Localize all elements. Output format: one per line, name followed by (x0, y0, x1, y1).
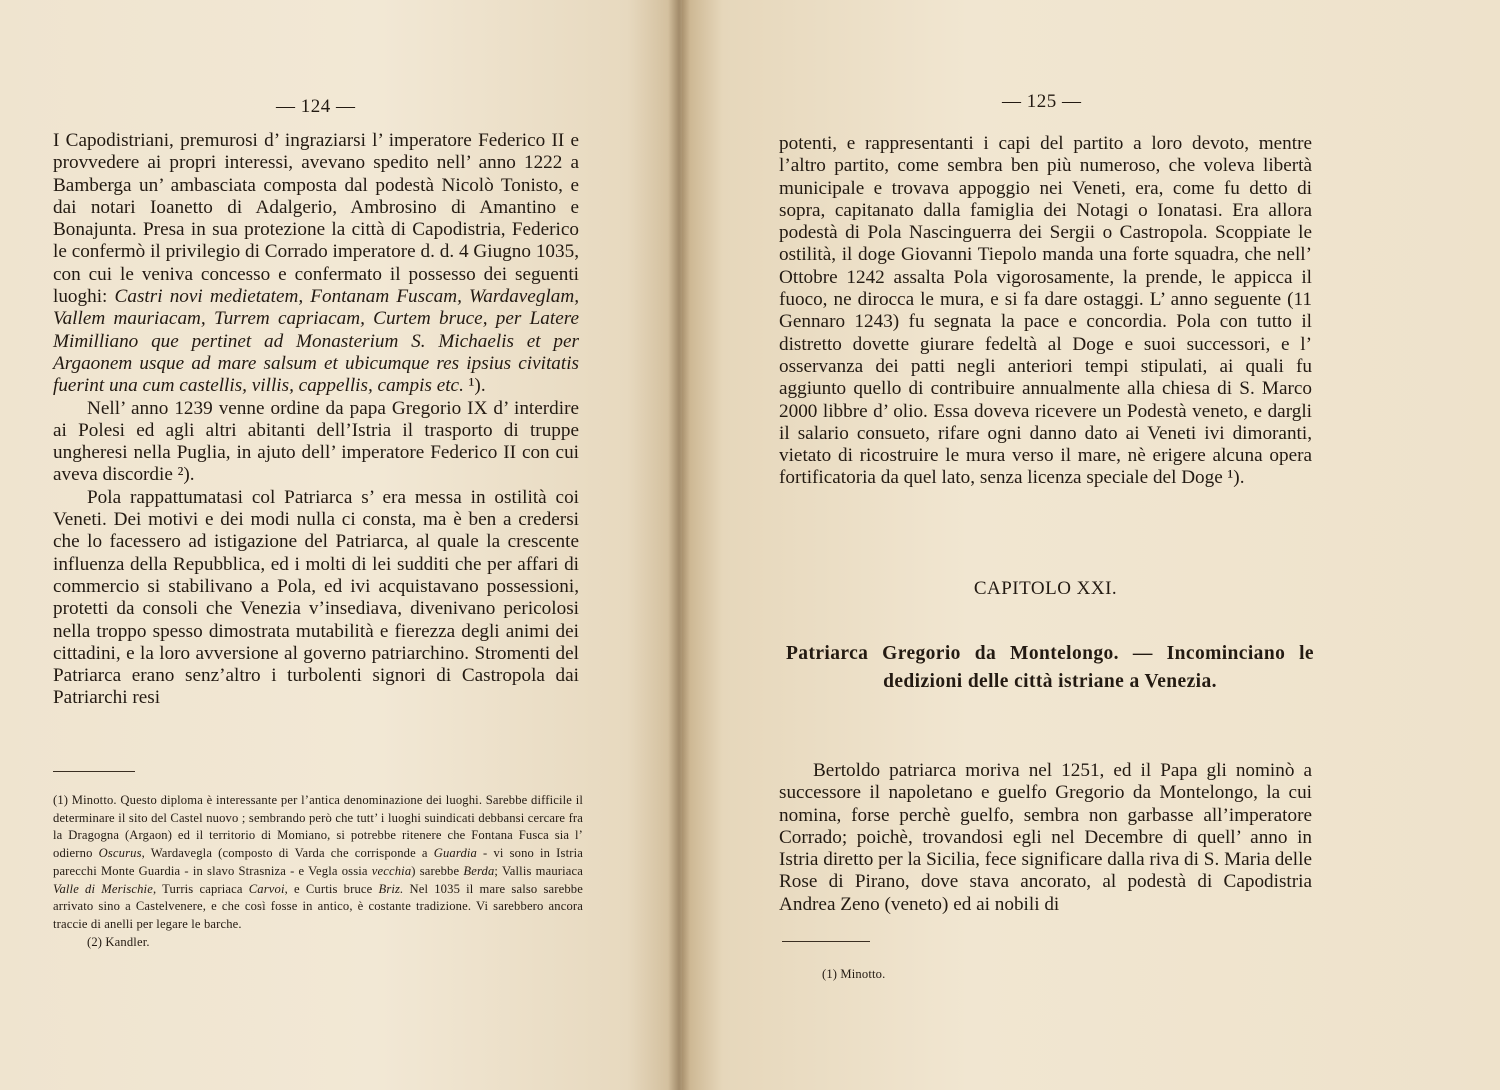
footnote-divider (782, 941, 870, 942)
latin-quotation: Castri novi medietatem, Fontanam Fuscam, Wardaveglam, Vallem mauriacam, Turrem capriacam, Curtem bruce, per Latere Mimilliano que pertinet ad Monasterium S. Michaelis et per Argaonem usque ad mare salsum et ubicumque res ipsius civitatis fuerint una cum castellis, villis, cappellis, campis etc. (53, 286, 579, 397)
right-page (682, 0, 1500, 1090)
footnotes (53, 792, 583, 951)
paragraph: Nell’ anno 1239 venne ordine da papa Gregorio IX d’ interdire ai Polesi ed agli altri abitanti dell’Istria il trasporto di truppe ungheresi nella Puglia, in ajuto dell’ imperatore Federico II con cui aveva discordie ²). (53, 397, 579, 486)
body-text (53, 130, 579, 710)
footnote: (2) Kandler. (87, 934, 150, 949)
left-page (0, 0, 682, 1090)
page-number: — 124 — (276, 96, 356, 117)
book-gutter (668, 0, 690, 1090)
paragraph (53, 130, 579, 398)
paragraph: Pola rappattumatasi col Patriarca s’ era messa in ostilità coi Veneti. Dei motivi e dei modi nulla ci consta, ma è ben a credersi che lo facessero ad istigazione del Patriarca, al quale la crescente influenza della Repubblica, ed i molti di lei sudditi che per affari di commercio si stabilivano a Pola, ed ivi acquistavano possessioni, protetti da consoli che Venezia v’insediava, divenivano pericolosi nella troppo spesso dimostrata mutabilità e fierezza degli animi dei cittadini, e la loro avversione al governo patriarchino. Stromenti del Patriarca erano senz’altro i turbolenti signori di Castropola dai Patriarchi resi (53, 486, 579, 709)
footnote-ref: ¹). (468, 375, 486, 397)
page-number: — 125 — (1002, 91, 1082, 112)
footnote: (1) Minotto. (822, 967, 886, 981)
chapter-title: Patriarca Gregorio da Montelongo. — Incominciano le dedizioni delle città istriane a Venezia. (786, 643, 1314, 692)
chapter-heading: CAPITOLO XXI. (973, 578, 1118, 599)
paragraph: potenti, e rappresentanti i capi del partito a loro devoto, mentre l’altro partito, come sembra ben più numeroso, che voleva libertà municipale e trovava appoggio nei Veneti, era, come fu detto di sopra, capitanato dalla famiglia dei Notagi o Ionatasi. Era allora podestà di Pola Nascinguerra dei Sergii o Castropola. Scoppiate le ostilità, il doge Giovanni Tiepolo manda una forte squadra, che nell’ Ottobre 1242 assalta Pola vigorosamente, la prende, le appicca il fuoco, ne dirocca le mura, e si fa dare ostaggi. L’ anno seguente (11 Gennaro 1243) fu segnata la pace e concordia. Pola con tutto il distretto dovette giurare fedeltà al Doge e suoi successori, e l’ osservanza dei patti negli anteriori tempi stipulati, ai quali fu aggiunto quello di contribuire annualmente alla chiesa di S. Marco 2000 libbre d’ olio. Essa doveva ricevere un Podestà veneto, e dargli il salario consueto, rifare ogni danno dato ai Veneti ivi dimoranti, vietato di ricostruire le mura verso il mare, nè erigere alcuna opera fortificatoria da quel lato, senza licenza speciale del Doge ¹). (779, 133, 1312, 489)
footnote: (1) Minotto. Questo diploma è interessante per l’antica denominazione dei luoghi. Sarebbe difficile il determinare il sito del Castel nuovo ; sembrando però che tutt’ i luoghi suindicati debbansi cercare fra la Dragogna (Argaon) ed il territorio di Momiano, si potrebbe ritenere che Fontana Fusca sia l’ odierno Oscurus, Wardavegla (composto di Varda che corrisponde a Guardia - vi sono in Istria parecchi Monte Guardia - in slavo Strasniza - e Vegla ossia vecchia) sarebbe Berda; Vallis mauriaca Valle di Merischie, Turris capriaca Carvoi, e Curtis bruce Briz. Nel 1035 il mare salso sarebbe arrivato sino a Castelvenere, e che così fosse in antico, è costante tradizione. Vi sarebbero ancora traccie di anelli per legare le barche. (53, 793, 583, 931)
body-text (779, 133, 1312, 490)
footnotes (822, 966, 1122, 984)
paragraph: Bertoldo patriarca moriva nel 1251, ed il Papa gli nominò a successore il napoletano e guelfo Gregorio da Montelongo, la cui nomina, forse perchè guelfo, sembra non garbasse all’imperatore Corrado; poichè, trovandosi egli nel Decembre di quell’ anno in Istria diretto per la Sicilia, fece significare dalla riva di S. Maria delle Rose di Pirano, dove stava ancorato, al podestà di Capodistria Andrea Zeno (veneto) ed ai nobili di (779, 760, 1312, 915)
paragraph-text: I Capodistriani, premurosi d’ ingraziarsi l’ imperatore Federico II e provvedere ai propri interessi, avevano spedito nell’ anno 1222 a Bamberga un’ ambasciata composta dal podestà Nicolò Tonisto, e dai notari Ioanetto di Adalgerio, Ambrosino di Amantino e Bonajunta. Presa in sua protezione la città di Capodistria, Federico le confermò il privilegio di Corrado imperatore d. d. 4 Giugno 1035, con cui le veniva concesso e confermato il possesso dei seguenti luoghi: (53, 130, 579, 308)
body-text (779, 760, 1312, 916)
footnote-divider (53, 771, 135, 772)
